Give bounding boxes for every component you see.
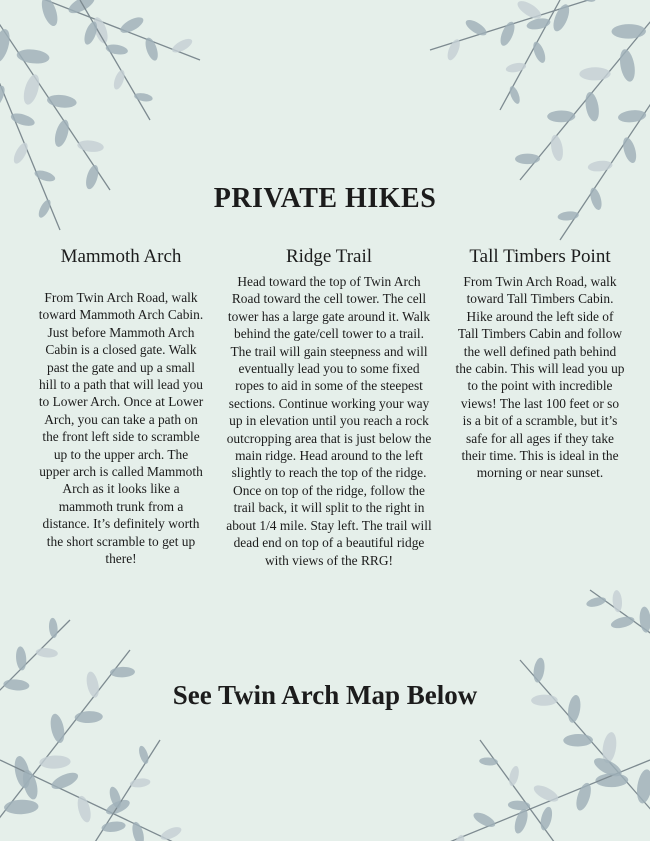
- eucalyptus-leaf: [479, 757, 498, 766]
- hike-description: Head toward the top of Twin Arch Road toward the cell tower. The cell tower has a large gate around it. Walk behind the gate/cell tower to a trail. The trail will gain steepness and will eventually lead you to some fixed ropes to aid in some of the steepest sections. Continue working your way up in elevation until you reach a rock outcropping area that is just below the main ridge. Head around to the left slightly to reach the top of the ridge. Once on top of the ridge, follow the trail back, it will split to the right in about 1/4 mile. Stay left. The trail will dead end on top of a beautiful ridge with views of the RRG!: [226, 274, 432, 568]
- eucalyptus-leaf: [611, 24, 646, 39]
- eucalyptus-leaf: [505, 61, 527, 74]
- eucalyptus-leaf: [587, 160, 613, 173]
- eucalyptus-leaf: [16, 48, 50, 65]
- eucalyptus-leaf: [563, 734, 593, 747]
- eucalyptus-leaf: [583, 91, 601, 122]
- eucalyptus-leaf: [77, 139, 105, 153]
- eucalyptus-leaf: [33, 168, 56, 183]
- eucalyptus-leaf: [4, 799, 39, 815]
- eucalyptus-leaf: [48, 618, 58, 639]
- eucalyptus-leaf: [105, 43, 129, 56]
- eucalyptus-leaf: [635, 768, 650, 804]
- eucalyptus-leaf: [538, 806, 554, 832]
- hike-tall-timbers-point: [455, 246, 625, 482]
- hike-description: From Twin Arch Road, walk toward Tall Timbers Cabin. Hike around the left side of Tall Timbers Cabin and follow the well defined path behind the cabin. This will lead you up to the point with incredible views! The last 100 feet or so is a bit of a scramble, but it’s safe for all ages if they take their time. This is ideal in the morning or near sunset.: [455, 274, 625, 481]
- eucalyptus-leaf: [531, 40, 548, 64]
- eucalyptus-leaf: [46, 93, 77, 109]
- eucalyptus-leaf: [15, 646, 27, 671]
- eucalyptus-leaf: [471, 810, 497, 830]
- eucalyptus-leaf: [143, 36, 160, 62]
- eucalyptus-leaf: [0, 83, 8, 111]
- eucalyptus-leaf: [137, 745, 150, 765]
- eucalyptus-leaf: [612, 590, 623, 613]
- eucalyptus-leaf: [110, 666, 135, 677]
- eucalyptus-leaf: [621, 136, 639, 165]
- eucalyptus-leaf: [618, 48, 638, 83]
- eucalyptus-leaf: [515, 153, 540, 164]
- eucalyptus-leaf: [617, 109, 646, 124]
- hike-name: Tall Timbers Point: [469, 246, 611, 267]
- eucalyptus-leaf: [610, 615, 636, 631]
- eucalyptus-leaf: [159, 824, 183, 841]
- eucalyptus-leaf: [498, 20, 518, 48]
- eucalyptus-leaf: [170, 36, 194, 55]
- eucalyptus-leaf: [52, 118, 71, 148]
- eucalyptus-leaf: [547, 110, 575, 122]
- eucalyptus-leaf: [112, 69, 127, 91]
- eucalyptus-leaf: [550, 2, 572, 33]
- eucalyptus-leaf: [49, 769, 80, 792]
- hike-description: From Twin Arch Road, walk toward Mammoth Arch Cabin. Just before Mammoth Arch Cabin is a closed gate. Walk past the gate and up a small hill to a path that will lead you to Lower Arch. Once at Lower Arch, you can take a path on the front left side to scramble up to the upper arch. The upper arch is called Mammoth Arch as it looks like a mammoth trunk from a distance. It’s definitely worth the short scramble to get up there!: [38, 290, 204, 567]
- eucalyptus-leaf: [75, 794, 93, 823]
- eucalyptus-leaf: [585, 595, 607, 608]
- hike-name: Ridge Trail: [285, 246, 373, 267]
- eucalyptus-leaf: [508, 85, 522, 105]
- eucalyptus-leaf: [39, 755, 71, 769]
- hike-mammoth-arch: [38, 246, 204, 568]
- eucalyptus-leaf: [639, 606, 650, 633]
- eucalyptus-leaf: [129, 777, 150, 788]
- hike-name: Mammoth Arch: [60, 246, 182, 267]
- eucalyptus-leaf: [101, 820, 126, 833]
- eucalyptus-leaf: [507, 765, 520, 787]
- eucalyptus-leaf: [133, 92, 153, 103]
- eucalyptus-leaf: [21, 73, 42, 107]
- eucalyptus-leaf: [9, 111, 36, 128]
- eucalyptus-leaf: [118, 14, 146, 36]
- eucalyptus-leaf: [579, 67, 610, 80]
- eucalyptus-leaf: [0, 27, 13, 64]
- eucalyptus-leaf: [35, 647, 58, 658]
- eucalyptus-leaf: [11, 141, 30, 166]
- page-title: PRIVATE HIKES: [213, 183, 437, 214]
- hike-ridge-trail: [223, 246, 435, 569]
- eucalyptus-leaf: [573, 781, 593, 812]
- eucalyptus-leaf: [512, 807, 530, 835]
- eucalyptus-leaf: [549, 134, 565, 162]
- eucalyptus-leaf: [508, 800, 531, 811]
- map-note: See Twin Arch Map Below: [172, 680, 478, 710]
- eucalyptus-leaf: [48, 713, 66, 745]
- eucalyptus-leaf: [531, 782, 560, 805]
- eucalyptus-leaf: [74, 711, 103, 724]
- eucalyptus-leaf: [130, 821, 146, 841]
